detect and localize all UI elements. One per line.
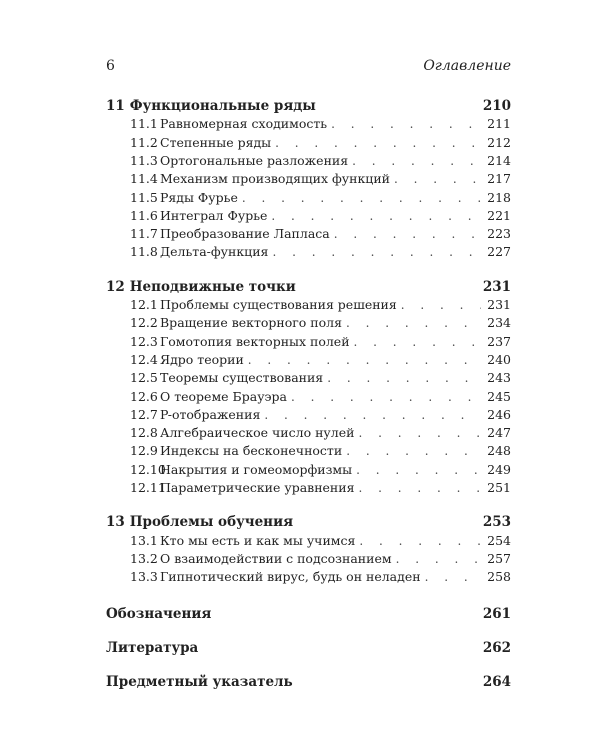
toc-backmatter-row[interactable] <box>106 640 511 658</box>
toc-section-row[interactable] <box>106 407 511 425</box>
section-page: 254 <box>487 532 511 548</box>
section-page: 227 <box>487 244 511 260</box>
toc-section-row[interactable] <box>106 171 511 189</box>
toc-section-row[interactable] <box>106 135 511 153</box>
running-title: Оглавление <box>423 58 511 74</box>
chapter-title: Проблемы обучения <box>129 514 294 531</box>
section-title: Индексы на бесконечности <box>160 443 343 459</box>
section-page: 234 <box>487 315 511 331</box>
section-label <box>130 443 342 458</box>
toc-backmatter-row[interactable] <box>106 606 511 624</box>
section-page: 231 <box>487 297 511 312</box>
toc-section-row[interactable] <box>106 425 511 443</box>
section-title: Механизм производящих функций <box>160 171 390 187</box>
section-number: 12.5 <box>130 370 158 386</box>
toc-section-row[interactable] <box>106 244 511 262</box>
section-label <box>130 569 421 584</box>
toc-chapter-row[interactable] <box>106 279 511 297</box>
chapter-page: 253 <box>482 514 511 531</box>
section-number: 13.3 <box>130 569 158 585</box>
backmatter-title: Предметный указатель <box>106 673 293 690</box>
dot-leader <box>331 117 481 131</box>
section-number: 12.8 <box>130 425 158 441</box>
section-label <box>130 370 323 385</box>
section-label <box>130 425 354 440</box>
section-page: 237 <box>487 333 511 349</box>
page-number: 6 <box>106 58 115 74</box>
chapter-number: 11 <box>106 98 125 114</box>
chapter-number: 12 <box>106 278 125 295</box>
dot-leader <box>272 245 481 259</box>
section-page: 243 <box>487 370 511 386</box>
toc-section-row[interactable] <box>106 569 511 587</box>
dot-leader <box>356 463 481 477</box>
toc-section-row[interactable] <box>106 297 511 315</box>
toc-section-row[interactable] <box>106 315 511 333</box>
page-header <box>106 58 511 78</box>
section-number: 12.11 <box>130 480 166 495</box>
section-title: Проблемы существования решения <box>160 297 397 312</box>
dot-leader <box>242 191 481 205</box>
backmatter-page: 264 <box>482 673 511 690</box>
dot-leader <box>352 154 481 168</box>
section-number: 12.3 <box>130 333 158 349</box>
chapter-page: 231 <box>482 278 511 295</box>
backmatter-page: 261 <box>482 605 511 622</box>
toc-chapter-row[interactable] <box>106 514 511 532</box>
dot-leader <box>396 552 481 566</box>
section-label <box>130 407 260 422</box>
backmatter-title: Обозначения <box>106 605 212 622</box>
section-title: Преобразование Лапласа <box>160 226 330 242</box>
section-title: Равномерная сходимость <box>160 116 328 132</box>
section-title: Ортогональные разложения <box>160 152 349 168</box>
section-page: 217 <box>487 171 511 187</box>
dot-leader <box>327 371 481 385</box>
chapter-number: 13 <box>106 514 125 531</box>
chapter-title: Функциональные ряды <box>129 98 316 114</box>
section-page: 214 <box>487 152 511 168</box>
section-page: 251 <box>487 480 511 495</box>
section-label <box>130 135 271 150</box>
section-number: 13.1 <box>130 532 158 548</box>
dot-leader <box>275 136 481 150</box>
section-number: 11.4 <box>130 171 158 187</box>
section-label <box>130 352 244 367</box>
section-number: 12.10 <box>130 461 166 477</box>
section-label <box>130 153 348 168</box>
dot-leader <box>346 316 481 330</box>
dot-leader <box>291 390 481 404</box>
toc-section-row[interactable] <box>106 334 511 352</box>
section-label <box>130 190 238 205</box>
section-label <box>130 226 330 241</box>
section-title: Гомотопия векторных полей <box>160 333 350 349</box>
dot-leader <box>271 209 481 223</box>
section-label <box>130 116 327 131</box>
backmatter-page: 262 <box>482 639 511 656</box>
section-page: 249 <box>487 461 511 477</box>
section-number: 12.7 <box>130 406 158 422</box>
dot-leader <box>401 298 481 312</box>
toc-section-row[interactable] <box>106 190 511 208</box>
toc-section-row[interactable] <box>106 153 511 171</box>
section-number: 11.6 <box>130 207 158 223</box>
dot-leader <box>354 335 481 349</box>
toc-section-row[interactable] <box>106 389 511 407</box>
section-page: 218 <box>487 189 511 205</box>
dot-leader <box>358 426 481 440</box>
dot-leader <box>346 444 481 458</box>
chapter-label <box>106 98 316 114</box>
section-title: Накрытия и гомеоморфизмы <box>160 461 353 477</box>
section-page: 258 <box>487 569 511 585</box>
section-number: 12.1 <box>130 297 158 312</box>
section-label <box>130 315 342 330</box>
dot-leader <box>264 408 481 422</box>
dot-leader <box>359 534 481 548</box>
toc-chapter-row[interactable] <box>106 98 511 116</box>
toc-section-row[interactable] <box>106 352 511 370</box>
section-number: 12.6 <box>130 388 158 404</box>
section-number: 11.3 <box>130 152 158 168</box>
section-label <box>130 297 397 312</box>
dot-leader <box>358 481 481 495</box>
section-page: 240 <box>487 351 511 367</box>
section-title: Ядро теории <box>160 351 244 367</box>
section-label <box>130 462 352 477</box>
section-label <box>130 389 287 404</box>
section-page: 257 <box>487 550 511 566</box>
section-number: 11.7 <box>130 226 158 242</box>
section-page: 223 <box>487 226 511 242</box>
toc-section-row[interactable] <box>106 551 511 569</box>
section-number: 11.1 <box>130 116 158 132</box>
section-label <box>130 334 350 349</box>
toc-section-row[interactable] <box>106 462 511 480</box>
section-label <box>130 480 354 495</box>
section-title: Ряды Фурье <box>160 189 238 205</box>
section-title: Интеграл Фурье <box>160 207 268 223</box>
section-number: 11.2 <box>130 134 158 150</box>
section-page: 212 <box>487 134 511 150</box>
chapter-page: 210 <box>482 98 511 114</box>
section-title: P-отображения <box>160 406 261 422</box>
section-page: 248 <box>487 443 511 459</box>
section-label <box>130 208 267 223</box>
section-title: Гипнотический вирус, будь он неладен <box>160 569 421 585</box>
chapter-title: Неподвижные точки <box>129 278 296 295</box>
section-title: О теореме Брауэра <box>160 388 288 404</box>
section-title: О взаимодействии с подсознанием <box>160 550 392 566</box>
dot-leader <box>394 172 481 186</box>
toc-section-row[interactable] <box>106 480 511 498</box>
section-title: Параметрические уравнения <box>160 480 355 495</box>
section-title: Дельта-функция <box>160 244 269 260</box>
section-number: 12.4 <box>130 351 158 367</box>
toc-section-row[interactable] <box>106 370 511 388</box>
toc-section-row[interactable] <box>106 226 511 244</box>
toc-section-row[interactable] <box>106 208 511 226</box>
dot-leader <box>334 227 481 241</box>
section-label <box>130 244 268 259</box>
chapter-label <box>106 514 293 530</box>
backmatter-title: Литература <box>106 639 199 656</box>
section-page: 246 <box>487 406 511 422</box>
dot-leader <box>425 570 481 584</box>
dot-leader <box>248 353 481 367</box>
section-title: Алгебраическое число нулей <box>160 425 355 441</box>
section-number: 12.9 <box>130 443 158 459</box>
section-title: Теоремы существования <box>160 370 324 386</box>
toc-section-row[interactable] <box>106 533 511 551</box>
section-title: Вращение векторного поля <box>160 315 342 331</box>
section-label <box>130 171 390 186</box>
section-number: 12.2 <box>130 315 158 331</box>
section-page: 211 <box>487 116 511 132</box>
section-label <box>130 551 392 566</box>
section-title: Степенные ряды <box>160 134 272 150</box>
section-number: 11.5 <box>130 189 158 205</box>
section-number: 13.2 <box>130 550 158 566</box>
section-page: 245 <box>487 388 511 404</box>
section-page: 247 <box>487 425 511 441</box>
toc-backmatter-row[interactable] <box>106 674 511 692</box>
toc-section-row[interactable] <box>106 116 511 134</box>
toc-section-row[interactable] <box>106 443 511 461</box>
section-number: 11.8 <box>130 244 158 260</box>
section-page: 221 <box>487 207 511 223</box>
section-label <box>130 533 355 548</box>
section-title: Кто мы есть и как мы учимся <box>160 532 356 548</box>
chapter-label <box>106 279 296 295</box>
